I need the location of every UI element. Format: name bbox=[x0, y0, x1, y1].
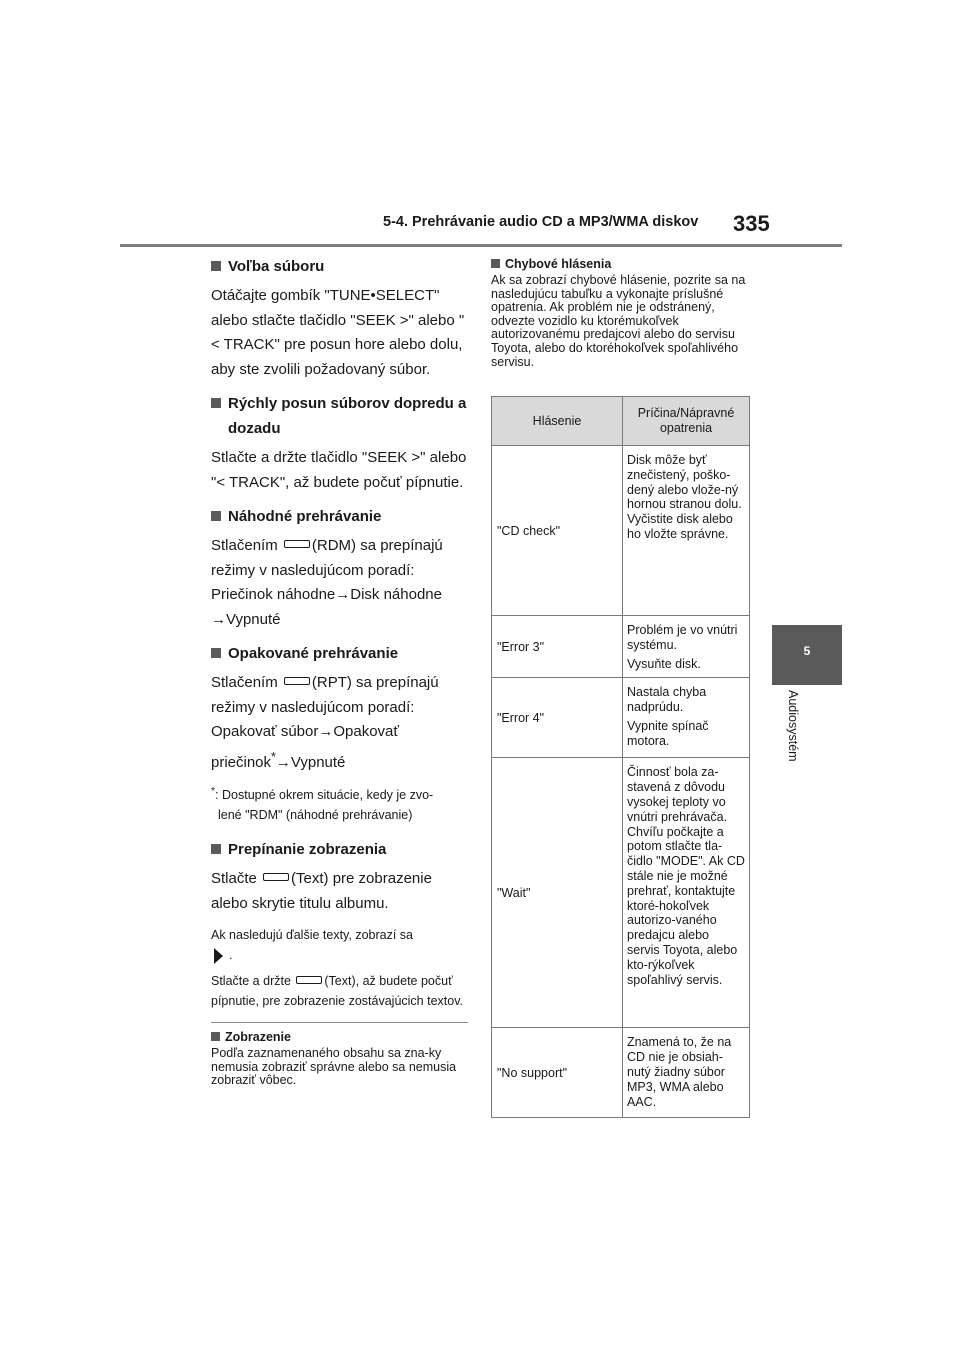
text-repeat-play: Stlačením (RPT) sa prepínajú režimy v nasledujúcom poradí: Opakovať súbor→Opakovať priečinok*→Vypnuté bbox=[211, 674, 439, 771]
text-file-select: Otáčajte gombík "TUNE•SELECT" alebo stlačte tlačidlo "SEEK >" alebo "< TRACK" pre posun hore alebo dolu, aby ste zvolili požadovaný súbor. bbox=[211, 287, 465, 378]
text-more-texts: Ak nasledujú ďalšie texty, zobrazí sa . bbox=[211, 928, 413, 963]
chapter-label bbox=[772, 690, 818, 800]
heading-random-play: Náhodné prehrávanie bbox=[211, 504, 469, 529]
cell-cause: Znamená to, že na CD nie je obsiah-nutý žiadny súbor MP3, WMA alebo AAC. bbox=[623, 1028, 750, 1118]
page-number: 335 bbox=[733, 211, 770, 236]
cell-message: "No support" bbox=[492, 1028, 623, 1118]
cell-cause: Nastala chyba nadprúdu. Vypnite spínač motora. bbox=[623, 678, 750, 758]
text-remaining-texts: Stlačte a držte (Text), až budete počuť pípnutie, pre zobrazenie zostávajúcich textov. bbox=[211, 974, 463, 1009]
cell-cause: Činnosť bola za-stavená z dôvodu vysokej teploty vo vnútri prehrávača. Chvíľu počkajte a potom stlačte tla-čidlo "MODE". Ak CD stále nie je možné prehrať, kontaktujte ktoré-hokoľvek autorizo-vaného predajcu alebo servis Toyota, alebo kto-rýkoľvek spoľahlivý servis. bbox=[623, 758, 750, 1028]
heading-repeat-play: Opakované prehrávanie bbox=[211, 641, 469, 666]
text-error-intro: Ak sa zobrazí chybové hlásenie, pozrite sa na nasledujúcu tabuľku a vykonajte príslušné opatrenia. Ak problém nie je odstránený, odvezte vozidlo ku ktorémukoľvek autorizovanému predajcovi alebo do servisu Toyota, alebo do ktoréhokoľvek spoľahlivého servisu. bbox=[491, 273, 746, 369]
error-table bbox=[491, 396, 750, 1118]
cell-message: "Wait" bbox=[492, 758, 623, 1028]
square-bullet-icon bbox=[491, 259, 500, 268]
button-icon bbox=[284, 540, 310, 548]
column-header-cause: Príčina/Nápravné opatrenia bbox=[623, 397, 750, 446]
display-note bbox=[211, 1029, 471, 1088]
square-bullet-icon bbox=[211, 1032, 220, 1041]
footnote: *: Dostupné okrem situácie, kedy je zvo- lené "RDM" (náhodné prehrávanie) bbox=[211, 786, 434, 823]
arrow-right-icon bbox=[214, 948, 223, 964]
cell-cause: Disk môže byť znečistený, poško-dený alebo vlože-ný hornou stranou dolu. Vyčistite disk alebo ho vložte správne. bbox=[623, 446, 750, 616]
header-rule bbox=[120, 244, 842, 247]
table-row bbox=[492, 446, 750, 616]
left-column bbox=[211, 254, 469, 1017]
text-display-switch: Stlačte (Text) pre zobrazenie alebo skrytie titulu albumu. bbox=[211, 870, 432, 912]
square-bullet-icon bbox=[211, 398, 221, 408]
table-row bbox=[492, 678, 750, 758]
table-row bbox=[492, 616, 750, 678]
square-bullet-icon bbox=[211, 261, 221, 271]
square-bullet-icon bbox=[211, 511, 221, 521]
button-icon bbox=[263, 873, 289, 881]
heading-error-messages: Chybové hlásenia bbox=[491, 256, 753, 272]
right-column bbox=[491, 256, 753, 369]
square-bullet-icon bbox=[211, 648, 221, 658]
text-random-play: Stlačením (RDM) sa prepínajú režimy v nasledujúcom poradí: Priečinok náhodne→Disk náhodne →Vypnuté bbox=[211, 537, 443, 628]
section-title: 5-4. Prehrávanie audio CD a MP3/WMA diskov bbox=[383, 214, 699, 230]
chapter-tab: 5 bbox=[772, 625, 842, 685]
heading-fast-seek: Rýchly posun súborov dopredu a dozadu bbox=[211, 391, 469, 441]
chapter-label-text: Audiosystém bbox=[786, 690, 800, 762]
heading-file-select: Voľba súboru bbox=[211, 254, 469, 279]
table-row bbox=[492, 1028, 750, 1118]
table-row bbox=[492, 758, 750, 1028]
heading-display-switch: Prepínanie zobrazenia bbox=[211, 837, 469, 862]
column-header-message: Hlásenie bbox=[492, 397, 623, 446]
divider bbox=[211, 1022, 468, 1023]
cell-cause: Problém je vo vnútri systému. Vysuňte disk. bbox=[623, 616, 750, 678]
heading-display-note: Zobrazenie bbox=[211, 1029, 471, 1045]
cell-message: "Error 4" bbox=[492, 678, 623, 758]
text-fast-seek: Stlačte a držte tlačidlo "SEEK >" alebo "< TRACK", až budete počuť pípnutie. bbox=[211, 449, 467, 491]
cell-message: "CD check" bbox=[492, 446, 623, 616]
button-icon bbox=[284, 677, 310, 685]
square-bullet-icon bbox=[211, 844, 221, 854]
cell-message: "Error 3" bbox=[492, 616, 623, 678]
button-icon bbox=[296, 976, 322, 984]
text-display-note: Podľa zaznamenaného obsahu sa zna-ky nemusia zobraziť správne alebo sa nemusia zobraziť vôbec. bbox=[211, 1046, 457, 1087]
table-header-row bbox=[492, 397, 750, 446]
